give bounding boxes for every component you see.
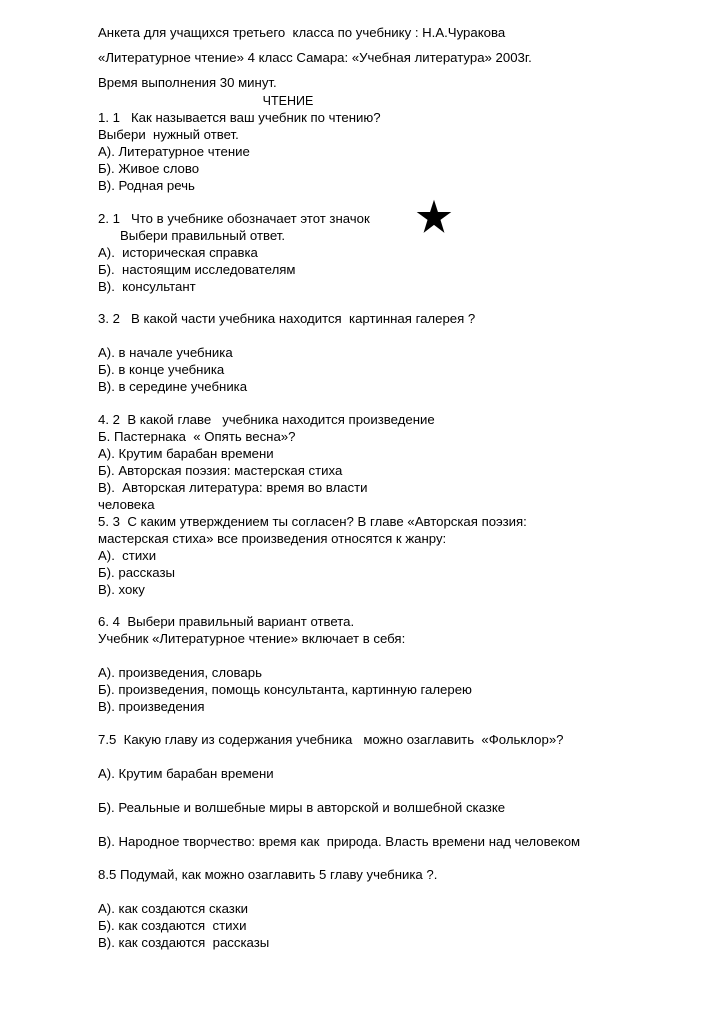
q2-instruction: Выбери правильный ответ. — [98, 228, 285, 243]
q4-question-line-1: 4. 2 В какой главе учебника находится произведение — [98, 412, 435, 427]
q8-question: 8.5 Подумай, как можно озаглавить 5 главу учебника ?. — [98, 867, 438, 882]
q4-option-a: А). Крутим барабан времени — [98, 446, 274, 461]
q3-option-c: В). в середине учебника — [98, 379, 248, 394]
q7-question: 7.5 Какую главу из содержания учебника можно озаглавить «Фольклор»? — [98, 732, 564, 747]
q4-option-c: В). Авторская литература: время во власти — [98, 480, 368, 495]
q5-option-a: А). стихи — [98, 548, 157, 563]
q6-question-line-2: Учебник «Литературное чтение» включает в себя: — [98, 631, 406, 646]
q3-option-b: Б). в конце учебника — [98, 362, 225, 377]
q2-question: 2. 1 Что в учебнике обозначает этот значок — [98, 211, 370, 226]
q7-option-b: Б). Реальные и волшебные миры в авторской и волшебной сказке — [98, 800, 506, 815]
q2-option-c: В). консультант — [98, 279, 196, 294]
q1-question: 1. 1 Как называется ваш учебник по чтению? — [98, 110, 381, 125]
q5-question-line-2: мастерская стиха» все произведения относятся к жанру: — [98, 531, 447, 546]
q3-option-a: А). в начале учебника — [98, 345, 233, 360]
q4-option-c-continued: человека — [98, 497, 155, 512]
section-title: ЧТЕНИЕ — [262, 94, 314, 108]
q4-option-b: Б). Авторская поэзия: мастерская стиха — [98, 463, 343, 478]
q5-option-b: Б). рассказы — [98, 565, 176, 580]
q5-question-line-1: 5. 3 С каким утверждением ты согласен? В главе «Авторская поэзия: — [98, 514, 527, 529]
q1-option-a: А). Литературное чтение — [98, 144, 250, 159]
q5-option-c: В). хоку — [98, 582, 145, 597]
q4-question-line-2: Б. Пастернака « Опять весна»? — [98, 429, 296, 444]
q7-option-a: А). Крутим барабан времени — [98, 766, 274, 781]
q1-option-b: Б). Живое слово — [98, 161, 200, 176]
q6-option-c: В). произведения — [98, 699, 205, 714]
q8-option-b: Б). как создаются стихи — [98, 918, 247, 933]
q1-option-c: В). Родная речь — [98, 178, 195, 193]
q2-option-b: Б). настоящим исследователям — [98, 262, 296, 277]
header-line-2: «Литературное чтение» 4 класс Самара: «Учебная литература» 2003г. — [98, 50, 532, 65]
q2-option-a: А). историческая справка — [98, 245, 258, 260]
q6-option-b: Б). произведения, помощь консультанта, картинную галерею — [98, 682, 472, 697]
header-line-1: Анкета для учащихся третьего класса по учебнику : Н.А.Чуракова — [98, 25, 506, 40]
q3-question: 3. 2 В какой части учебника находится картинная галерея ? — [98, 311, 476, 326]
header-line-3: Время выполнения 30 минут. — [98, 75, 277, 90]
q6-question-line-1: 6. 4 Выбери правильный вариант ответа. — [98, 614, 355, 629]
star-icon — [416, 199, 452, 235]
q8-option-c: В). как создаются рассказы — [98, 935, 270, 950]
q1-instruction: Выбери нужный ответ. — [98, 127, 239, 142]
q7-option-c: В). Народное творчество: время как природа. Власть времени над человеком — [98, 834, 581, 849]
q6-option-a: А). произведения, словарь — [98, 665, 262, 680]
q8-option-a: А). как создаются сказки — [98, 901, 248, 916]
